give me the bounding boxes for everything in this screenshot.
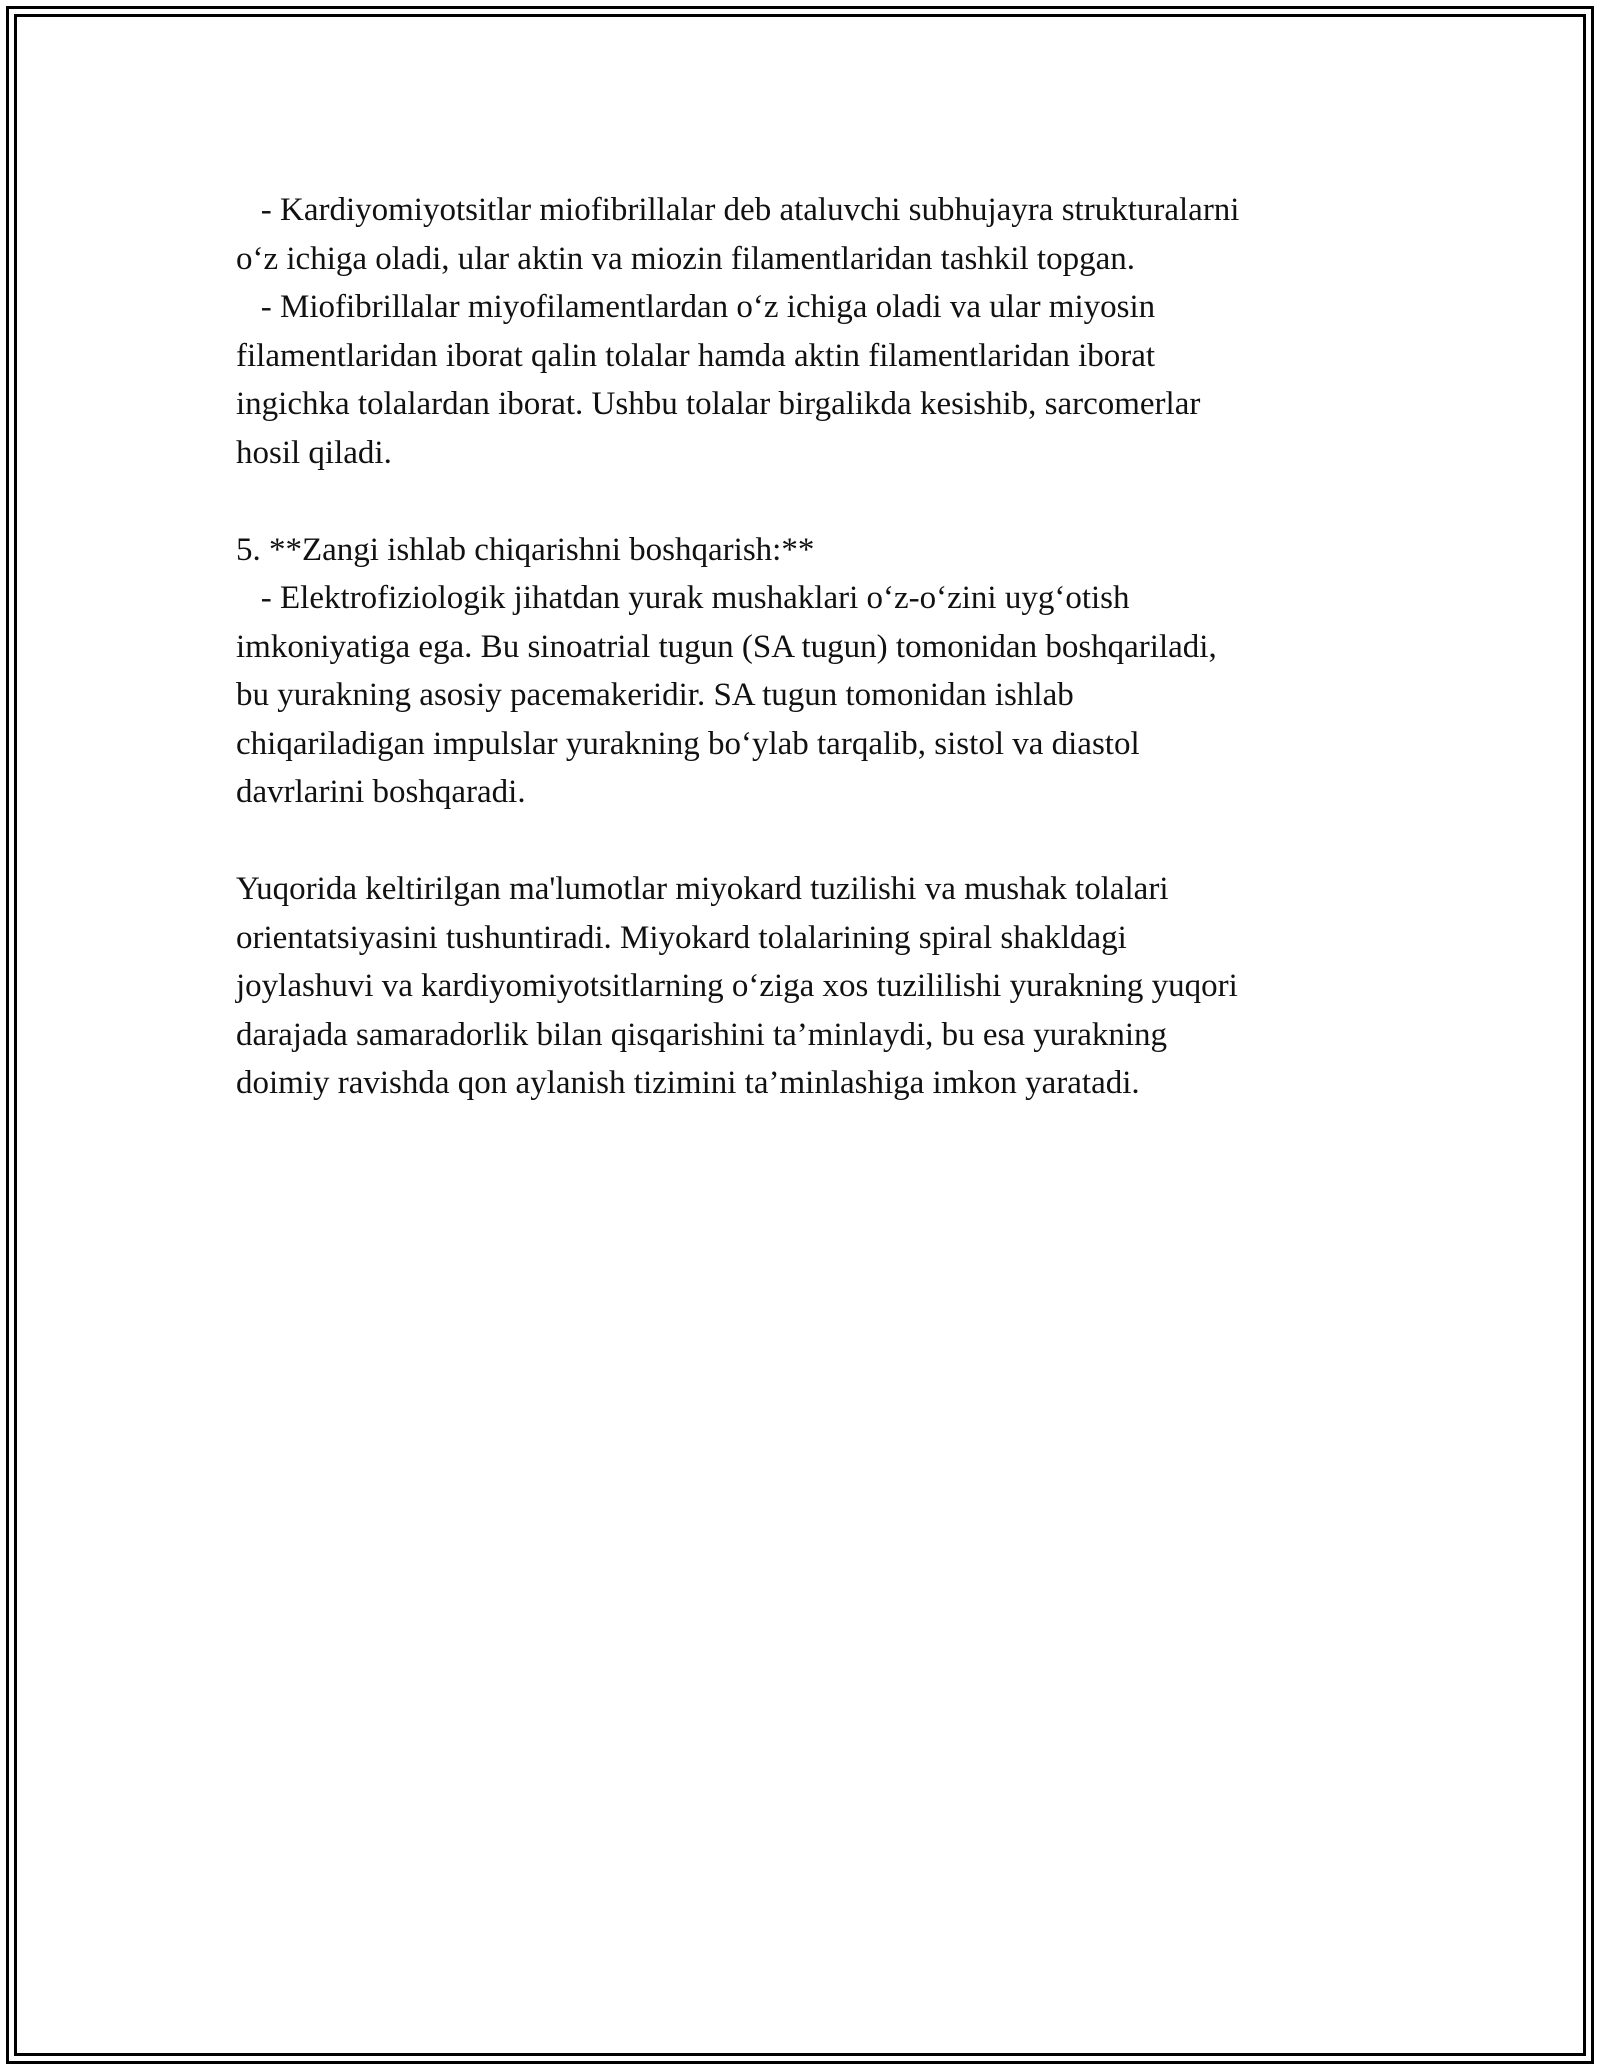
text-line: filamentlaridan iborat qalin tolalar hamda aktin filamentlaridan iborat — [236, 337, 1156, 374]
text-line: - Miofibrillalar miyofilamentlardan o‘z ichiga oladi va ular miyosin — [236, 289, 1156, 325]
text-line: davrlarini boshqaradi. — [236, 774, 526, 810]
text-line: doimiy ravishda qon aylanish tizimini ta’minlashiga imkon yaratadi. — [236, 1065, 1140, 1101]
text-line: imkoniyatiga ega. Bu sinoatrial tugun (SA tugun) tomonidan boshqariladi, — [236, 628, 1217, 665]
text-line: Yuqorida keltirilgan ma'lumotlar miyokard tuzilishi va mushak tolalari — [236, 871, 1169, 907]
text-line: - Elektrofiziologik jihatdan yurak mushaklari o‘z-o‘zini uyg‘otish — [236, 580, 1130, 616]
text-line: ingichka tolalardan iborat. Ushbu tolalar birgalikda kesishib, sarcomerlar — [236, 386, 1201, 422]
text-line: orientatsiyasini tushuntiradi. Miyokard tolalarining spiral shakldagi — [236, 919, 1127, 956]
text-line: darajada samaradorlik bilan qisqarishini ta’minlaydi, bu esa yurakning — [236, 1016, 1168, 1053]
text-line: bu yurakning asosiy pacemakeridir. SA tugun tomonidan ishlab — [236, 677, 1074, 713]
paragraph-conclusion — [236, 865, 1366, 1108]
document-body — [236, 186, 1366, 1108]
text-line: o‘z ichiga oladi, ular aktin va miozin filamentlaridan tashkil topgan. — [236, 240, 1135, 277]
paragraph-miofibrillalar — [236, 186, 1366, 477]
text-line: hosil qiladi. — [236, 434, 392, 471]
text-line: - Kardiyomiyotsitlar miofibrillalar deb ataluvchi subhujayra strukturalarni — [236, 192, 1240, 228]
section-5 — [236, 526, 1366, 817]
text-line: chiqariladigan impulslar yurakning bo‘ylab tarqalib, sistol va diastol — [236, 725, 1140, 762]
paragraph-gap — [236, 477, 1366, 526]
paragraph-gap — [236, 817, 1366, 866]
section-heading: 5. **Zangi ishlab chiqarishni boshqarish:** — [236, 531, 815, 568]
text-line: joylashuvi va kardiyomiyotsitlarning o‘ziga xos tuzililishi yurakning yuqori — [236, 968, 1238, 1004]
